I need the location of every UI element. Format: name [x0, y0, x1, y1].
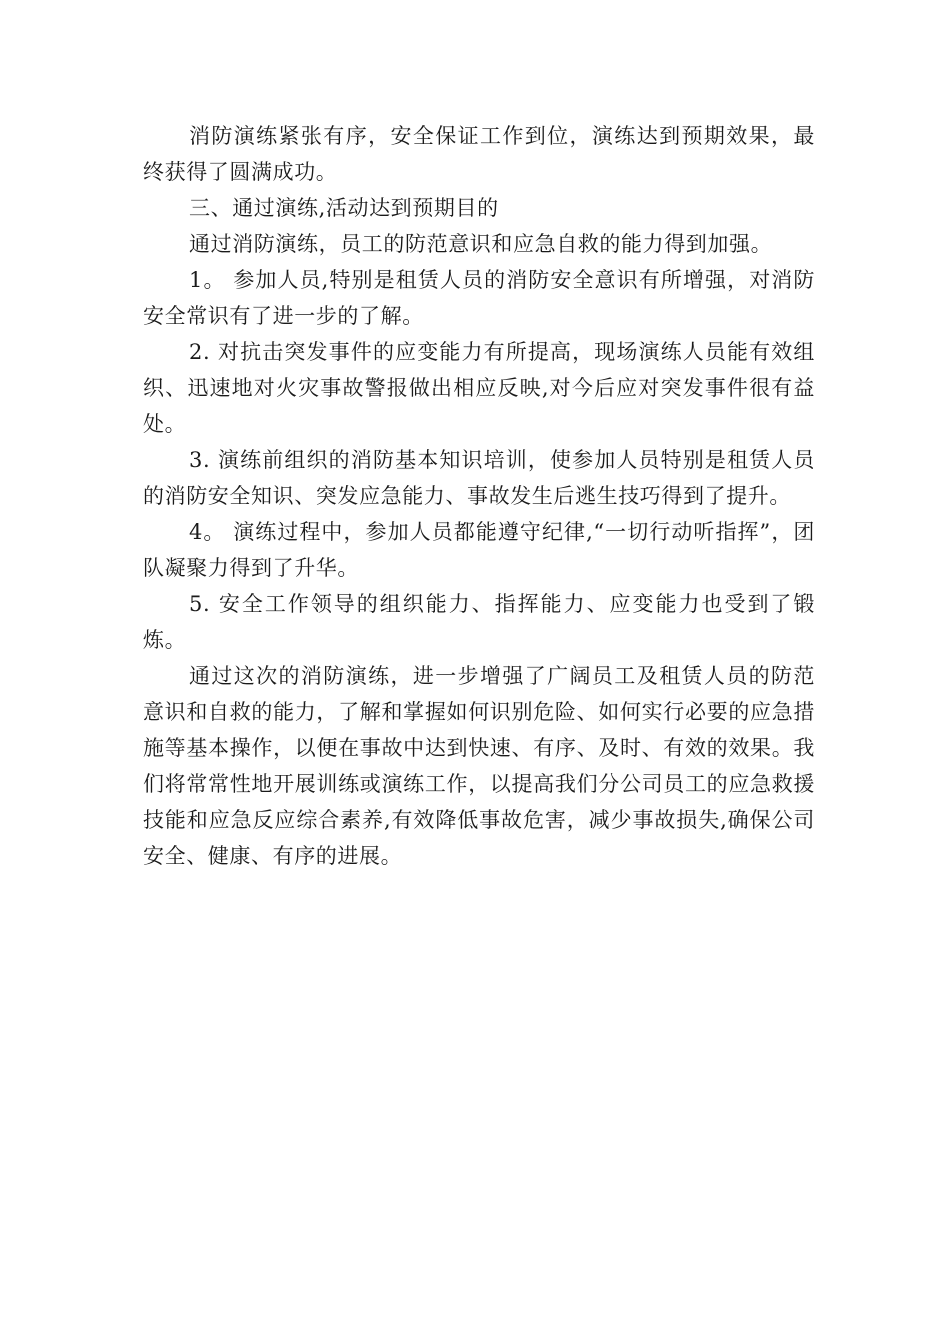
document-page [143, 118, 815, 874]
paragraph-intro: 通过消防演练，员工的防范意识和应急自救的能力得到加强。 [189, 232, 773, 256]
paragraph-conclusion: 通过这次的消防演练，进一步增强了广阔员工及租赁人员的防范意识和自救的能力，了解和掌握如何识别危险、如何实行必要的应急措施等基本操作，以便在事故中达到快速、有序、及时、有效的效果。我们将常常性地开展训练或演练工作，以提高我们分公司员工的应急救援技能和应急反应综合素养,有效降低事故危害，减少事故损失,确保公司安全、健康、有序的进展。 [143, 664, 815, 868]
list-item-4: 4。 演练过程中，参加人员都能遵守纪律,“一切行动听指挥”，团队凝聚力得到了升华。 [143, 520, 815, 580]
list-item-1: 1。 参加人员,特别是租赁人员的消防安全意识有所增强，对消防安全常识有了进一步的了解。 [143, 268, 815, 328]
paragraph-drill-summary: 消防演练紧张有序，安全保证工作到位，演练达到预期效果，最终获得了圆满成功。 [143, 124, 815, 184]
list-item-5: 5. 安全工作领导的组织能力、指挥能力、应变能力也受到了锻炼。 [143, 592, 815, 652]
section-heading-3: 三、通过演练,活动达到预期目的 [189, 196, 499, 220]
list-item-3: 3. 演练前组织的消防基本知识培训，使参加人员特别是租赁人员的消防安全知识、突发应急能力、事故发生后逃生技巧得到了提升。 [143, 448, 815, 508]
list-item-2: 2. 对抗击突发事件的应变能力有所提高，现场演练人员能有效组织、迅速地对火灾事故警报做出相应反映,对今后应对突发事件很有益处。 [143, 340, 815, 436]
